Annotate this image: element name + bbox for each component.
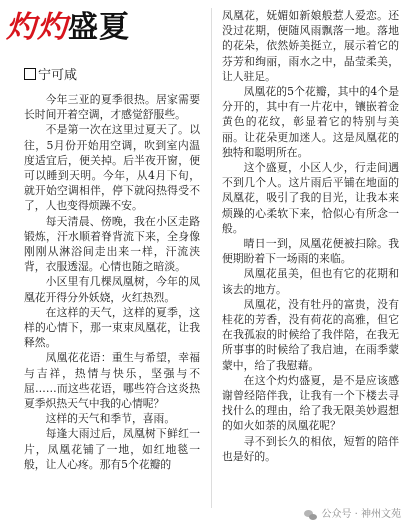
paragraph: 凤凰花的5个花瓣，其中的4个是分开的，其中有一片花中，镶嵌着金黄色的花纹，彰显着它的特别与美丽。让花朵更加迷人。这是凤凰花的独特和聪明所在。 [222,85,399,159]
paragraph: 小区里有几棵凤凰树，今年的凤凰花开得分外妖娆，火红热烈。 [24,275,200,304]
square-box-icon [24,68,36,80]
paragraph: 在这个灼灼盛夏，是不是应该感谢曾经陪伴我，让我有一个下楼去寻找什么的理由，给了我无限美妙遐想的如火如荼的凤凰花呢？ [222,373,399,433]
paragraph: 凤凰花虽美，但也有它的花期和该去的地方。 [222,267,399,296]
paragraph: 晴日一到，凤凰花便被扫除。我便期盼着下一场雨的来临。 [222,237,399,266]
paragraph: 在这样的天气，这样的夏季，这样的心情下，那一束束凤凰花，让我释然。 [24,305,200,350]
wechat-icon [304,510,317,521]
paragraph: 凤凰花花语：重生与希望，幸福与吉祥，热情与快乐，坚强与不屈……而这些花语，哪些符合这炎热夏季炽热天气中我的心情呢？ [24,351,200,411]
paragraph: 不是第一次在这里过夏天了。以往，5月份开始用空调，吹到室内温度适宜后，便关掉。后半夜开窗，便可以睡到天明。今年，从4月下旬，就开始空调相伴，停下就闷热得受不了，人也变得烦躁不安。 [24,123,200,213]
paragraph: 寻不到长久的相依，短暂的陪伴也是好的。 [222,434,399,463]
article-column-right [222,8,399,504]
paragraph: 这样的天气和季节，喜雨。 [45,412,176,426]
paragraph: 这个盛夏，小区人少，行走间遇不到几个人。这片雨后平铺在地面的凤凰花，吸引了我的目光，让我本来烦躁的心柔软下来，恰似心有所念一般。 [222,161,399,235]
author-name: 宁可咸 [38,68,78,83]
title-black-part: 盛夏 [68,10,130,45]
paragraph: 每天清晨、傍晚，我在小区走路锻炼，汗水顺着脊背流下来，全身像刚刚从淋浴间走出来一样，汗流浃背，衣服透湿。心情也随之暗淡。 [24,214,200,274]
title-red-part: 灼灼 [6,10,68,45]
watermark [304,508,401,522]
paragraph: 凤凰花，妩媚如新娘般惹人爱恋。还没过花期，便随风雨飘落一地。落地的花朵，依然娇美挺立，展示着它的芬芳和绚丽，雨水之中，晶莹柔美，让人驻足。 [222,9,399,83]
article-title [6,8,130,48]
column-divider [211,8,212,508]
paragraph: 今年三亚的夏季很热。居家需要长时间开着空调，才感觉舒服些。 [24,93,200,122]
paragraph: 凤凰花，没有牡丹的富贵，没有桂花的芳香，没有荷花的高雅，但它在我孤寂的时候给了我伴陪，在我无所事事的时候给了我启迪，在雨季蒙蒙中，给了我慰藉。 [222,297,399,372]
paragraph: 每逢大雨过后，凤凰树下鲜红一片，凤凰花铺了一地，如红地毯一般，让人心疼。那有5个花瓣的 [24,427,200,471]
watermark-text: 公众号 · 神州文苑 [321,509,401,520]
article-column-left [24,92,200,522]
author-byline [24,68,77,84]
